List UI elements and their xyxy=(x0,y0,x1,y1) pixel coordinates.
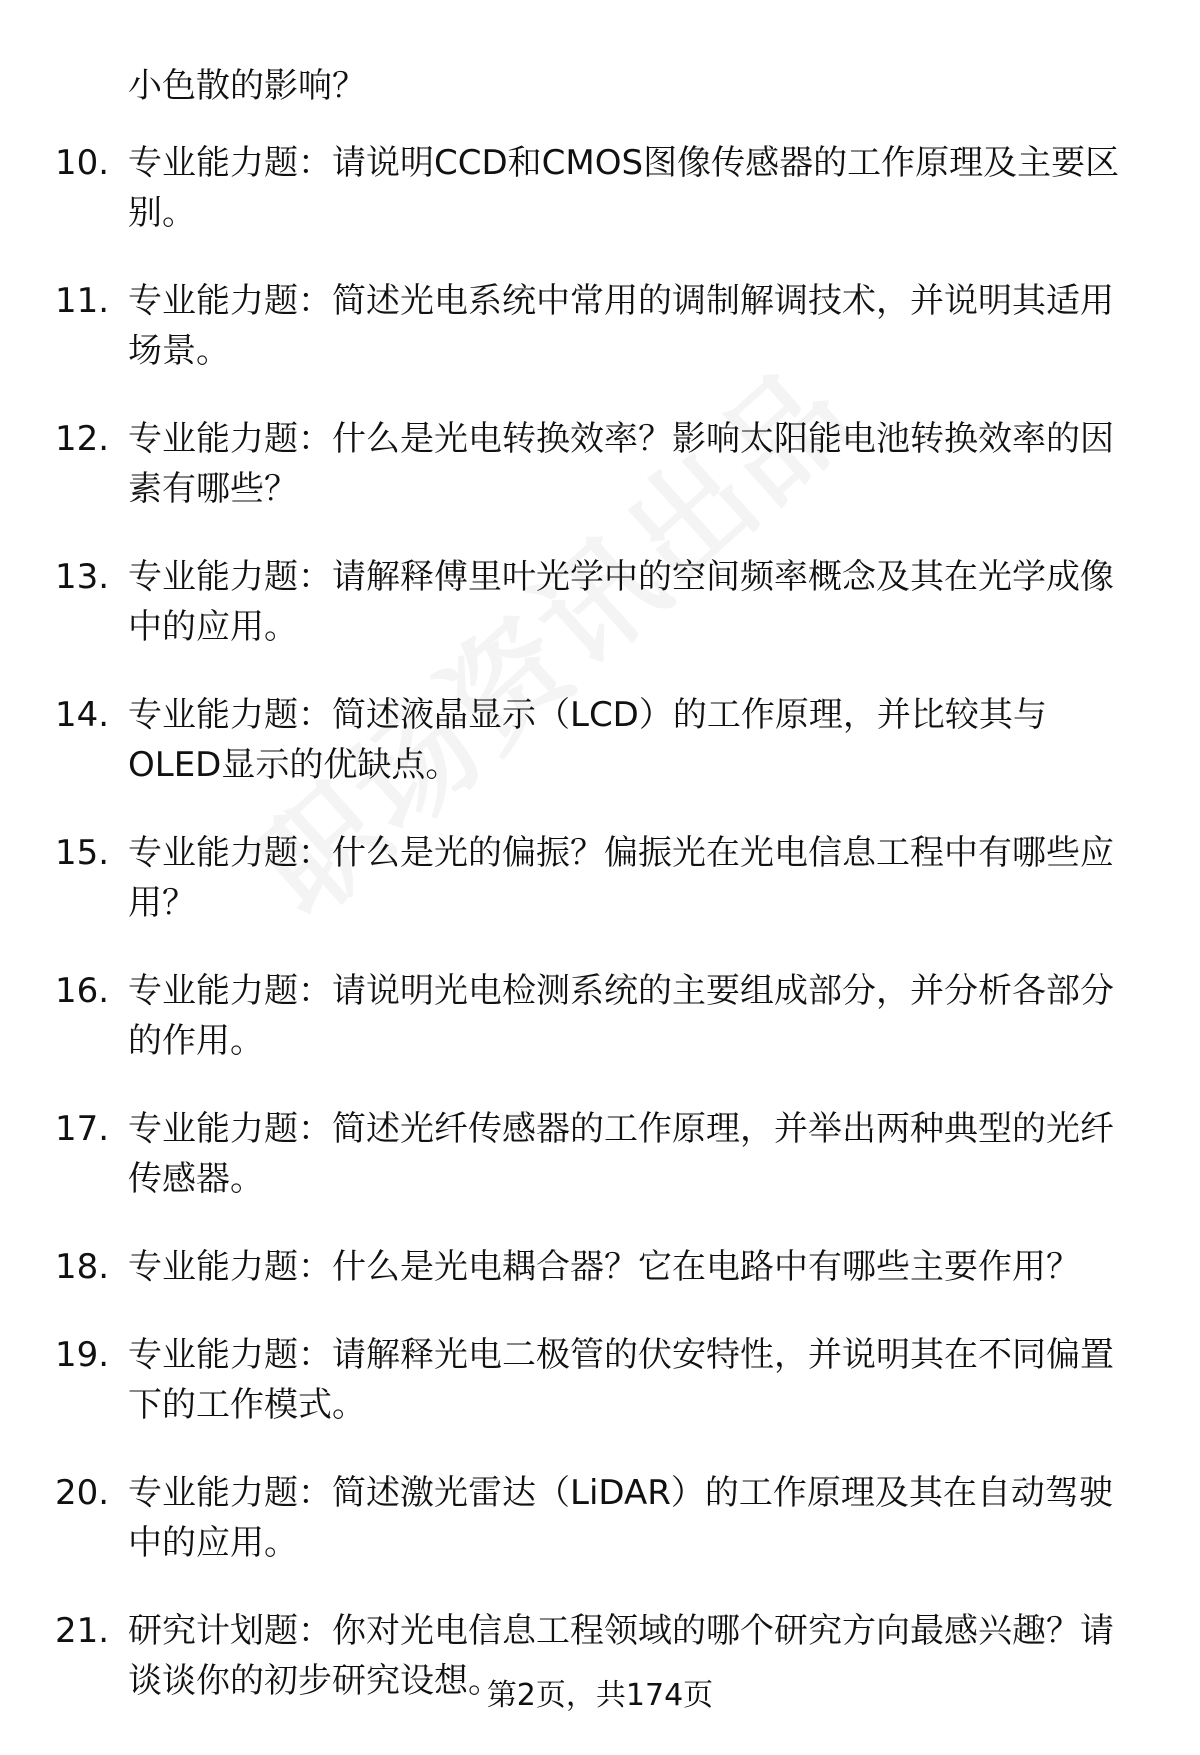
question-number: 16. xyxy=(55,971,110,1011)
question-number: 13. xyxy=(55,557,110,597)
question-text: 专业能力题：简述液晶显示（LCD）的工作原理，并比较其与OLED显示的优缺点。 xyxy=(128,695,1047,785)
question-number: 21. xyxy=(55,1611,110,1651)
question-number: 20. xyxy=(55,1473,110,1513)
question-item-14 xyxy=(0,690,1200,790)
question-item-10 xyxy=(0,138,1200,238)
question-item-17 xyxy=(0,1104,1200,1204)
question-number: 14. xyxy=(55,695,110,735)
page-footer: 第2页，共174页 xyxy=(486,1678,714,1713)
question-number: 11. xyxy=(55,281,110,321)
question-text: 专业能力题：简述激光雷达（LiDAR）的工作原理及其在自动驾驶中的应用。 xyxy=(128,1473,1113,1563)
question-item-13 xyxy=(0,552,1200,652)
question-text: 专业能力题：请说明光电检测系统的主要组成部分，并分析各部分的作用。 xyxy=(128,971,1114,1061)
question-number: 18. xyxy=(55,1247,110,1287)
question-text: 专业能力题：请解释傅里叶光学中的空间频率概念及其在光学成像中的应用。 xyxy=(128,557,1114,647)
question-text: 专业能力题：简述光纤传感器的工作原理，并举出两种典型的光纤传感器。 xyxy=(128,1109,1114,1199)
question-item-15 xyxy=(0,828,1200,928)
question-text: 专业能力题：简述光电系统中常用的调制解调技术，并说明其适用场景。 xyxy=(128,281,1114,371)
question-number: 19. xyxy=(55,1335,110,1375)
question-text: 专业能力题：请说明CCD和CMOS图像传感器的工作原理及主要区别。 xyxy=(128,143,1120,233)
question-text: 专业能力题：请解释光电二极管的伏安特性，并说明其在不同偏置下的工作模式。 xyxy=(128,1335,1114,1425)
question-text: 专业能力题：什么是光电耦合器？它在电路中有哪些主要作用？ xyxy=(128,1247,1080,1287)
continuation-text: 小色散的影响？ xyxy=(128,66,366,106)
question-text: 专业能力题：什么是光的偏振？偏振光在光电信息工程中有哪些应用？ xyxy=(128,833,1114,923)
question-number: 10. xyxy=(55,143,110,183)
question-number: 17. xyxy=(55,1109,110,1149)
question-item-20 xyxy=(0,1468,1200,1568)
question-list xyxy=(0,138,1200,1744)
question-item-11 xyxy=(0,276,1200,376)
question-number: 12. xyxy=(55,419,110,459)
question-item-16 xyxy=(0,966,1200,1066)
question-item-12 xyxy=(0,414,1200,514)
question-item-19 xyxy=(0,1330,1200,1430)
question-text: 研究计划题：你对光电信息工程领域的哪个研究方向最感兴趣？请谈谈你的初步研究设想。 xyxy=(128,1611,1114,1701)
question-number: 15. xyxy=(55,833,110,873)
question-item-18 xyxy=(0,1242,1200,1292)
question-text: 专业能力题：什么是光电转换效率？影响太阳能电池转换效率的因素有哪些？ xyxy=(128,419,1114,509)
